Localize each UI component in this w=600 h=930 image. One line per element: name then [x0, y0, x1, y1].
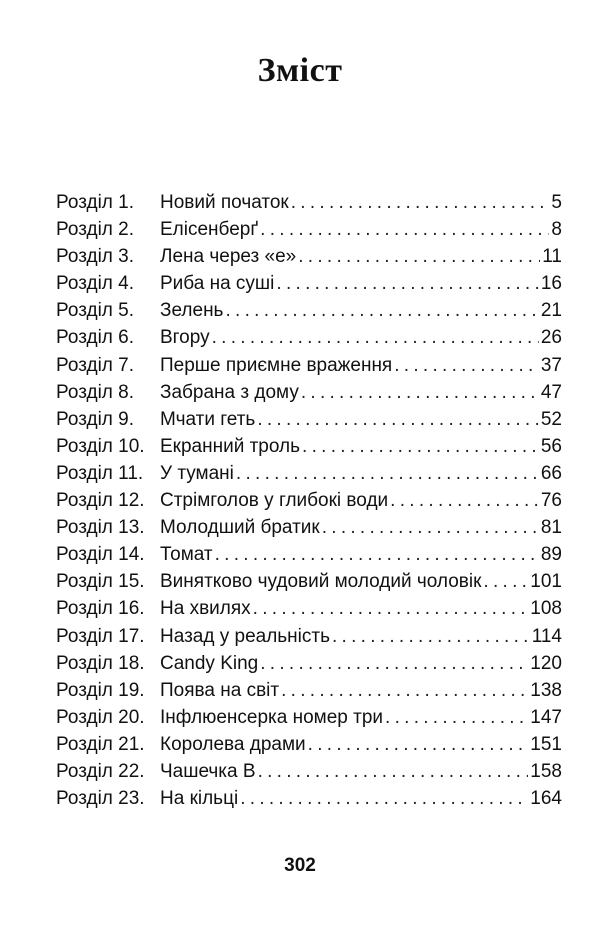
- toc-page-number: 158: [530, 760, 562, 782]
- toc-entry: [56, 680, 562, 707]
- toc-chapter-label: Розділ 16.: [56, 598, 145, 620]
- toc-dot-leader: [225, 300, 538, 322]
- toc-dot-leader: [302, 436, 539, 458]
- toc-chapter-title: На кільці: [160, 788, 239, 810]
- toc-entry: [56, 626, 562, 653]
- toc-chapter-label: Розділ 11.: [56, 462, 144, 484]
- toc-dot-leader: [298, 246, 540, 268]
- toc-chapter-label: Розділ 5.: [56, 300, 135, 322]
- toc-entry: [56, 463, 562, 490]
- toc-chapter-title: Томат: [160, 544, 213, 566]
- toc-chapter-title: Перше приємне враження: [160, 354, 393, 376]
- toc-chapter-label: Розділ 2.: [56, 219, 135, 241]
- toc-page-number: 138: [530, 679, 562, 701]
- toc-entry: [56, 653, 562, 680]
- toc-entry: [56, 571, 562, 598]
- toc-chapter-title: Чашечка В: [160, 760, 256, 782]
- toc-chapter-title: Зелень: [160, 300, 224, 322]
- toc-page-number: 114: [531, 625, 562, 647]
- toc-dot-leader: [291, 192, 550, 214]
- toc-dot-leader: [385, 707, 528, 729]
- toc-page-number: 147: [530, 706, 562, 728]
- toc-entry: [56, 246, 562, 273]
- toc-chapter-label: Розділ 19.: [56, 679, 145, 701]
- toc-chapter-label: Розділ 21.: [56, 733, 145, 755]
- toc-chapter-label: Розділ 4.: [56, 273, 135, 295]
- toc-chapter-title: Мчати геть: [160, 408, 256, 430]
- toc-chapter-label: Розділ 22.: [56, 760, 145, 782]
- toc-dot-leader: [260, 653, 528, 675]
- toc-dot-leader: [276, 273, 538, 295]
- toc-entry: [56, 219, 562, 246]
- toc-entry: [56, 409, 562, 436]
- toc-chapter-title: Інфлюенсерка номер три: [160, 706, 384, 728]
- toc-chapter-title: Королева драми: [160, 733, 306, 755]
- toc-entry: [56, 761, 562, 788]
- toc-chapter-label: Розділ 7.: [56, 354, 135, 376]
- toc-chapter-label: Розділ 10.: [56, 435, 145, 457]
- toc-chapter-label: Розділ 14.: [56, 544, 145, 566]
- toc-dot-leader: [308, 734, 529, 756]
- toc-page-number: 52: [540, 408, 562, 430]
- toc-entry: [56, 327, 562, 354]
- toc-chapter-label: Розділ 13.: [56, 517, 145, 539]
- toc-dot-leader: [394, 355, 539, 377]
- toc-page-number: 47: [540, 381, 562, 403]
- toc-entry: [56, 490, 562, 517]
- toc-chapter-label: Розділ 15.: [56, 571, 145, 593]
- toc-chapter-label: Розділ 1.: [56, 192, 135, 213]
- toc-page-number: 16: [540, 273, 562, 295]
- toc-chapter-title: Стрімголов у глибокі води: [160, 490, 389, 512]
- toc-chapter-title: Екранний троль: [160, 435, 301, 457]
- toc-entry: [56, 544, 562, 571]
- toc-page-number: 89: [540, 544, 562, 566]
- toc-chapter-label: Розділ 17.: [56, 625, 145, 647]
- toc-chapter-title: Забрана з дому: [160, 381, 299, 403]
- toc-page-number: 8: [551, 219, 562, 241]
- toc-chapter-title: Лена через «е»: [160, 246, 297, 268]
- toc-chapter-title: Назад у реальність: [160, 625, 330, 647]
- page-title: Зміст: [257, 52, 343, 89]
- toc-page-number: 66: [540, 462, 562, 484]
- toc-chapter-label: Розділ 9.: [56, 408, 135, 430]
- toc-page-number: 108: [530, 598, 562, 620]
- toc-dot-leader: [483, 571, 528, 593]
- toc-entry: [56, 300, 562, 327]
- toc-entry: [56, 436, 562, 463]
- toc-page-number: 11: [542, 246, 562, 268]
- toc-entry: [56, 382, 562, 409]
- toc-chapter-label: Розділ 18.: [56, 652, 145, 674]
- toc-dot-leader: [281, 680, 528, 702]
- toc-chapter-title: Candy King: [160, 652, 259, 674]
- toc-dot-leader: [236, 463, 539, 485]
- toc-entry: [56, 273, 562, 300]
- toc-entry: [56, 355, 562, 382]
- toc-entry: [56, 192, 562, 219]
- toc-chapter-label: Розділ 8.: [56, 381, 135, 403]
- toc-dot-leader: [332, 626, 530, 648]
- toc-chapter-title: Винятково чудовий молодий чоловік: [160, 571, 482, 593]
- toc-page-number: 101: [530, 571, 562, 593]
- toc-dot-leader: [215, 544, 539, 566]
- toc-dot-leader: [212, 327, 539, 349]
- toc-dot-leader: [253, 598, 529, 620]
- toc-page-number: 164: [530, 788, 562, 810]
- toc-chapter-title: Риба на суші: [160, 273, 275, 295]
- toc-chapter-title: У тумані: [160, 462, 234, 484]
- toc-chapter-title: Елісенберґ: [160, 219, 259, 241]
- toc-chapter-label: Розділ 6.: [56, 327, 135, 349]
- toc-page-number: 56: [540, 435, 562, 457]
- toc-entry: [56, 517, 562, 544]
- table-of-contents: [56, 192, 562, 815]
- toc-chapter-label: Розділ 20.: [56, 706, 145, 728]
- toc-page-number: 5: [551, 192, 562, 213]
- toc-chapter-label: Розділ 3.: [56, 246, 135, 268]
- toc-entry: [56, 707, 562, 734]
- toc-entry: [56, 598, 562, 625]
- toc-chapter-title: Новий початок: [160, 192, 289, 213]
- toc-dot-leader: [260, 219, 549, 241]
- toc-page-number: 21: [540, 300, 562, 322]
- toc-dot-leader: [240, 788, 528, 810]
- toc-page-number: 81: [540, 517, 562, 539]
- toc-page-number: 120: [530, 652, 562, 674]
- toc-chapter-label: Розділ 23.: [56, 788, 145, 810]
- toc-chapter-title: Поява на світ: [160, 679, 280, 701]
- toc-page-number: 151: [530, 733, 562, 755]
- toc-page-number: 37: [540, 354, 562, 376]
- toc-chapter-title: Вгору: [160, 327, 210, 349]
- toc-dot-leader: [390, 490, 539, 512]
- toc-chapter-title: Молодший братик: [160, 517, 320, 539]
- toc-chapter-label: Розділ 12.: [56, 490, 145, 512]
- toc-dot-leader: [322, 517, 539, 539]
- toc-entry: [56, 734, 562, 761]
- toc-dot-leader: [258, 761, 529, 783]
- toc-page-number: 76: [540, 490, 562, 512]
- toc-dot-leader: [301, 382, 539, 404]
- toc-dot-leader: [257, 409, 539, 431]
- page-number: 302: [284, 855, 316, 876]
- toc-page-number: 26: [540, 327, 562, 349]
- toc-chapter-title: На хвилях: [160, 598, 251, 620]
- toc-entry: [56, 788, 562, 815]
